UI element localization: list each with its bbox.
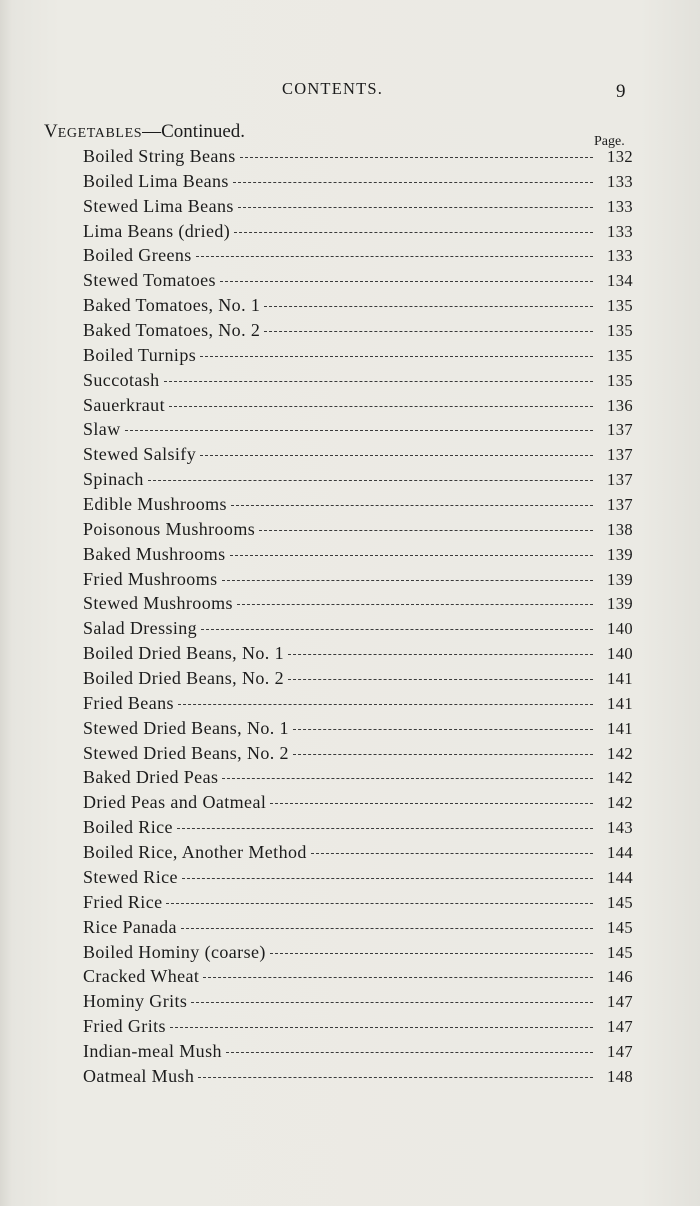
entry-title: Boiled Rice, Another Method: [83, 842, 307, 863]
dot-leader: [238, 207, 593, 208]
dot-leader: [170, 1027, 593, 1028]
dot-leader: [191, 1002, 593, 1003]
contents-entry: [83, 743, 633, 768]
dot-leader: [230, 555, 594, 556]
entry-page-number: 145: [607, 942, 633, 962]
entry-title: Lima Beans (dried): [83, 220, 231, 241]
entry-title: Dried Peas and Oatmeal: [83, 792, 267, 813]
entry-page-number: 135: [607, 296, 633, 316]
entry-page-number: 146: [607, 967, 633, 987]
contents-entry: [83, 917, 633, 942]
dot-leader: [264, 331, 593, 332]
contents-entry: [83, 1041, 633, 1066]
contents-entry: [83, 668, 633, 693]
contents-entry: [83, 991, 633, 1016]
contents-entry: [83, 618, 633, 643]
contents-entry: [83, 718, 633, 743]
entry-page-number: 137: [607, 445, 633, 465]
contents-entry: [83, 966, 633, 991]
contents-entry: [83, 494, 633, 519]
entry-title: Oatmeal Mush: [83, 1065, 195, 1086]
contents-entry: [83, 593, 633, 618]
entry-page-number: 140: [607, 619, 633, 639]
contents-entry: [83, 867, 633, 892]
dot-leader: [288, 654, 593, 655]
section-heading-initial: V: [44, 121, 58, 142]
entry-page-number: 142: [607, 793, 633, 813]
dot-leader: [240, 157, 593, 158]
entry-page-number: 133: [607, 246, 633, 266]
dot-leader: [200, 455, 593, 456]
entry-page-number: 135: [607, 345, 633, 365]
dot-leader: [178, 704, 593, 705]
section-heading: [44, 121, 245, 143]
entry-page-number: 138: [607, 519, 633, 539]
entry-page-number: 139: [607, 544, 633, 564]
entry-title: Fried Mushrooms: [83, 568, 218, 589]
entry-page-number: 132: [607, 147, 633, 166]
contents-entry: [83, 320, 633, 345]
entry-page-number: 135: [607, 321, 633, 341]
entry-title: Boiled Hominy (coarse): [83, 941, 266, 962]
contents-entry: [83, 1016, 633, 1041]
dot-leader: [182, 878, 593, 879]
entry-page-number: 133: [607, 221, 633, 241]
contents-entry: [83, 245, 633, 270]
contents-entry: [83, 295, 633, 320]
entry-title: Boiled Dried Beans, No. 1: [83, 643, 284, 664]
entry-page-number: 141: [607, 693, 633, 713]
contents-entry: [83, 942, 633, 967]
dot-leader: [166, 903, 593, 904]
dot-leader: [164, 381, 593, 382]
contents-entry: [83, 270, 633, 295]
entry-page-number: 133: [607, 171, 633, 191]
entry-page-number: 139: [607, 594, 633, 614]
entry-title: Boiled Rice: [83, 817, 173, 838]
dot-leader: [270, 953, 593, 954]
dot-leader: [201, 629, 593, 630]
dot-leader: [311, 853, 593, 854]
entry-title: Rice Panada: [83, 916, 177, 937]
entry-page-number: 137: [607, 470, 633, 490]
running-head-title: CONTENTS.: [282, 79, 384, 98]
entry-page-number: 133: [607, 196, 633, 216]
dot-leader: [169, 406, 593, 407]
section-heading-suffix: —Continued.: [142, 121, 246, 142]
entry-title: Succotash: [83, 369, 160, 390]
entry-page-number: 147: [607, 1017, 633, 1037]
contents-entry: [83, 643, 633, 668]
entry-title: Spinach: [83, 469, 144, 490]
contents-entry: [83, 892, 633, 917]
entry-title: Salad Dressing: [83, 618, 198, 639]
contents-entry: [83, 842, 633, 867]
dot-leader: [220, 281, 593, 282]
section-heading-smallcaps: EGETABLES: [57, 126, 143, 141]
dot-leader: [259, 530, 593, 531]
entry-title: Stewed Dried Beans, No. 1: [83, 717, 289, 738]
entry-title: Stewed Lima Beans: [83, 195, 234, 216]
entry-title: Fried Beans: [83, 692, 174, 713]
entry-page-number: 137: [607, 420, 633, 440]
entry-title: Poisonous Mushrooms: [83, 518, 256, 539]
dot-leader: [196, 256, 593, 257]
contents-entry: [83, 171, 633, 196]
entry-title: Hominy Grits: [83, 991, 188, 1012]
dot-leader: [288, 679, 593, 680]
entry-title: Slaw: [83, 419, 121, 440]
entry-page-number: 147: [607, 1041, 633, 1061]
entry-title: Edible Mushrooms: [83, 494, 227, 515]
dot-leader: [222, 580, 593, 581]
contents-entry: [83, 370, 633, 395]
entry-title: Boiled Dried Beans, No. 2: [83, 668, 284, 689]
entry-title: Fried Grits: [83, 1016, 166, 1037]
entry-title: Boiled Greens: [83, 245, 192, 266]
entry-page-number: 147: [607, 992, 633, 1012]
contents-entry: [83, 693, 633, 718]
entry-page-number: 134: [607, 271, 633, 291]
contents-entry: [83, 792, 633, 817]
entry-page-number: 144: [607, 843, 633, 863]
contents-entry: [83, 1066, 633, 1091]
dot-leader: [200, 356, 593, 357]
running-head: [0, 79, 700, 103]
contents-entry: [83, 419, 633, 444]
dot-leader: [222, 778, 593, 779]
dot-leader: [125, 430, 593, 431]
contents-entry: [83, 519, 633, 544]
contents-entry: [83, 395, 633, 420]
entry-title: Baked Tomatoes, No. 1: [83, 295, 261, 316]
dot-leader: [293, 729, 593, 730]
contents-entry: [83, 345, 633, 370]
dot-leader: [293, 754, 593, 755]
page-column-label: Page.: [594, 134, 625, 149]
entry-page-number: 148: [607, 1066, 633, 1086]
contents-entry: [83, 569, 633, 594]
entry-title: Stewed Dried Beans, No. 2: [83, 742, 289, 763]
contents-entry: [83, 146, 633, 171]
entry-page-number: 140: [607, 644, 633, 664]
entry-title: Baked Mushrooms: [83, 543, 226, 564]
dot-leader: [181, 928, 593, 929]
dot-leader: [177, 828, 593, 829]
entry-title: Boiled Lima Beans: [83, 170, 229, 191]
entry-title: Boiled Turnips: [83, 344, 197, 365]
page-number: 9: [616, 81, 626, 102]
entry-page-number: 141: [607, 669, 633, 689]
entry-title: Stewed Salsify: [83, 444, 197, 465]
entry-page-number: 144: [607, 867, 633, 887]
entry-title: Fried Rice: [83, 891, 163, 912]
entry-page-number: 137: [607, 495, 633, 515]
entry-title: Stewed Rice: [83, 866, 178, 887]
dot-leader: [234, 232, 593, 233]
contents-entry: [83, 469, 633, 494]
entry-page-number: 142: [607, 743, 633, 763]
entry-title: Indian-meal Mush: [83, 1040, 222, 1061]
dot-leader: [226, 1052, 593, 1053]
entry-title: Cracked Wheat: [83, 966, 200, 987]
entry-title: Baked Tomatoes, No. 2: [83, 320, 261, 341]
dot-leader: [231, 505, 593, 506]
entry-page-number: 145: [607, 892, 633, 912]
contents-entry: [83, 221, 633, 246]
contents-entry: [83, 444, 633, 469]
entry-page-number: 136: [607, 395, 633, 415]
entry-page-number: 142: [607, 768, 633, 788]
dot-leader: [233, 182, 593, 183]
dot-leader: [270, 803, 593, 804]
entry-page-number: 141: [607, 718, 633, 738]
contents-entry: [83, 544, 633, 569]
dot-leader: [203, 977, 593, 978]
entry-title: Stewed Mushrooms: [83, 593, 233, 614]
entry-page-number: 135: [607, 370, 633, 390]
entry-title: Stewed Tomatoes: [83, 270, 216, 291]
entry-title: Boiled String Beans: [83, 146, 236, 166]
entry-title: Sauerkraut: [83, 394, 165, 415]
contents-entry: [83, 196, 633, 221]
dot-leader: [264, 306, 593, 307]
entry-page-number: 139: [607, 569, 633, 589]
dot-leader: [237, 604, 593, 605]
contents-entry: [83, 767, 633, 792]
contents-entry: [83, 817, 633, 842]
entry-page-number: 145: [607, 917, 633, 937]
entry-title: Baked Dried Peas: [83, 767, 219, 788]
contents-list: [83, 146, 633, 1091]
dot-leader: [148, 480, 593, 481]
entry-page-number: 143: [607, 818, 633, 838]
dot-leader: [198, 1077, 593, 1078]
